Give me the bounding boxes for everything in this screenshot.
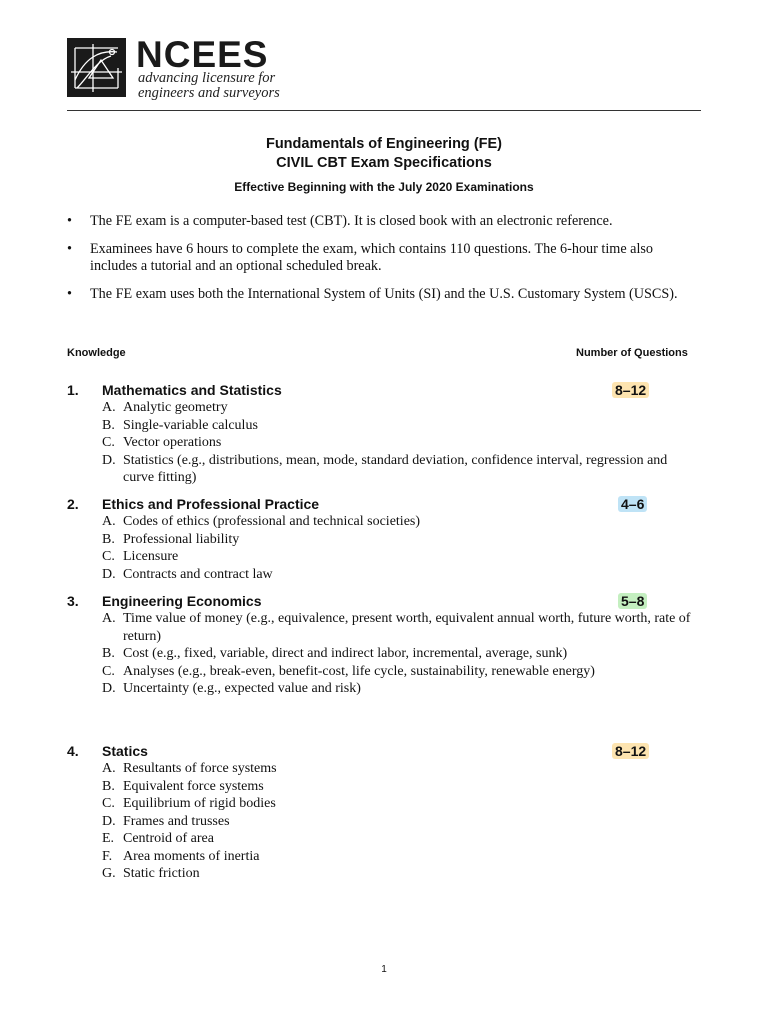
topic-text: Analyses (e.g., break-even, benefit-cost, life cycle, sustainability, renewable energy) [123, 663, 595, 679]
section-title: Engineering Economics [102, 593, 262, 609]
topic-item [102, 434, 701, 452]
topic-letter: C. [102, 435, 115, 450]
topic-letter: E. [102, 831, 115, 846]
document-title: Fundamentals of Engineering (FE) [265, 136, 503, 152]
topic-text: Vector operations [123, 435, 222, 450]
topic-item [102, 417, 701, 435]
topic-list [67, 610, 701, 698]
topic-letter: D. [102, 813, 116, 829]
topic-letter: B. [102, 531, 115, 547]
topic-item [102, 680, 701, 698]
topic-item [102, 566, 701, 584]
questions-column-header: Number of Questions [576, 347, 688, 359]
topic-text: Professional liability [123, 531, 240, 547]
topic-text: Single-variable calculus [123, 417, 258, 433]
topic-letter: A. [102, 611, 116, 626]
header-divider [67, 110, 701, 111]
topic-item [102, 645, 701, 663]
exam-info-item [67, 286, 701, 304]
topic-text: Contracts and contract law [123, 566, 273, 582]
topic-item [102, 548, 701, 566]
topic-text: Equivalent force systems [123, 778, 264, 794]
topic-letter: B. [102, 646, 115, 661]
topic-letter: C. [102, 796, 115, 811]
section-heading [67, 592, 701, 610]
topic-text: Frames and trusses [123, 813, 230, 829]
question-count: 5–8 [618, 593, 647, 609]
topic-item [102, 610, 701, 645]
topic-list [67, 399, 701, 487]
topic-item [102, 865, 701, 883]
tagline-line-1: advancing licensure for [138, 70, 276, 86]
topic-letter: C. [102, 549, 115, 564]
topic-text: Licensure [123, 549, 179, 564]
question-count: 4–6 [618, 496, 647, 512]
topic-text: Codes of ethics (professional and technical societies) [123, 514, 421, 529]
topic-text: Centroid of area [123, 831, 214, 846]
section-number: 2. [67, 496, 79, 512]
section-statics [67, 742, 701, 883]
page-number: 1 [381, 964, 387, 975]
effective-date-note: Effective Beginning with the July 2020 Examinations [234, 180, 534, 194]
topic-text: Statistics (e.g., distributions, mean, mode, standard deviation, confidence interval, regression and curve fitting) [123, 452, 668, 485]
topic-list [67, 760, 701, 883]
section-title: Mathematics and Statistics [102, 382, 282, 398]
topic-item [102, 830, 701, 848]
exam-info-item [67, 241, 701, 276]
topic-item [102, 778, 701, 796]
header [67, 34, 701, 112]
topic-item [102, 452, 701, 487]
topic-letter: A. [102, 761, 116, 776]
logo-tagline [138, 71, 280, 101]
section-mathematics-statistics [67, 381, 701, 487]
topic-item [102, 813, 701, 831]
topic-letter: C. [102, 663, 115, 679]
topic-text: Resultants of force systems [123, 761, 277, 776]
section-title: Statics [102, 743, 148, 759]
topic-item [102, 399, 701, 417]
section-ethics-professional-practice [67, 495, 701, 583]
tagline-line-2: engineers and surveyors [138, 85, 280, 101]
topic-text: Static friction [123, 866, 200, 881]
topic-letter: D. [102, 452, 116, 468]
question-count: 8–12 [612, 382, 649, 398]
topic-item [102, 760, 701, 778]
section-number: 4. [67, 743, 79, 759]
topic-letter: D. [102, 566, 116, 582]
section-heading [67, 381, 701, 399]
topic-text: Cost (e.g., fixed, variable, direct and indirect labor, incremental, average, sunk) [123, 646, 568, 661]
topic-item [102, 848, 701, 866]
section-heading [67, 742, 701, 760]
topic-item [102, 663, 701, 681]
section-heading [67, 495, 701, 513]
topic-letter: G. [102, 866, 116, 881]
topic-letter: B. [102, 417, 115, 433]
topic-text: Analytic geometry [123, 400, 228, 415]
bullet-text: The FE exam uses both the International System of Units (SI) and the U.S. Customary System (USCS). [90, 285, 678, 302]
topic-letter: A. [102, 514, 116, 529]
exam-info-list [67, 213, 701, 313]
topic-item [102, 513, 701, 531]
topic-text: Uncertainty (e.g., expected value and risk) [123, 681, 361, 696]
document-subtitle: CIVIL CBT Exam Specifications [276, 155, 492, 171]
topic-list [67, 513, 701, 583]
topic-item [102, 531, 701, 549]
exam-info-item [67, 213, 701, 231]
bullet-symbol: • [67, 213, 72, 229]
bullet-text: The FE exam is a computer-based test (CBT). It is closed book with an electronic reference. [90, 213, 613, 229]
topic-letter: F. [102, 848, 113, 864]
bullet-text: Examinees have 6 hours to complete the exam, which contains 110 questions. The 6-hour time also includes a tutorial and an optional scheduled break. [90, 240, 654, 274]
question-count: 8–12 [612, 743, 649, 759]
logo-wordmark: NCEES [136, 34, 269, 75]
knowledge-column-header: Knowledge [67, 347, 126, 359]
topic-text: Area moments of inertia [123, 848, 260, 864]
topic-letter: D. [102, 681, 116, 696]
bullet-symbol: • [67, 240, 72, 257]
topic-text: Equilibrium of rigid bodies [123, 796, 276, 811]
ncees-logo-mark-icon [67, 38, 126, 97]
bullet-symbol: • [67, 285, 72, 302]
section-number: 3. [67, 593, 79, 609]
section-engineering-economics [67, 592, 701, 698]
topic-text: Time value of money (e.g., equivalence, present worth, equivalent annual worth, future worth, rate of return) [123, 611, 691, 644]
topic-letter: B. [102, 778, 115, 794]
topic-letter: A. [102, 400, 116, 415]
section-title: Ethics and Professional Practice [102, 496, 320, 512]
section-number: 1. [67, 382, 79, 398]
topic-item [102, 795, 701, 813]
